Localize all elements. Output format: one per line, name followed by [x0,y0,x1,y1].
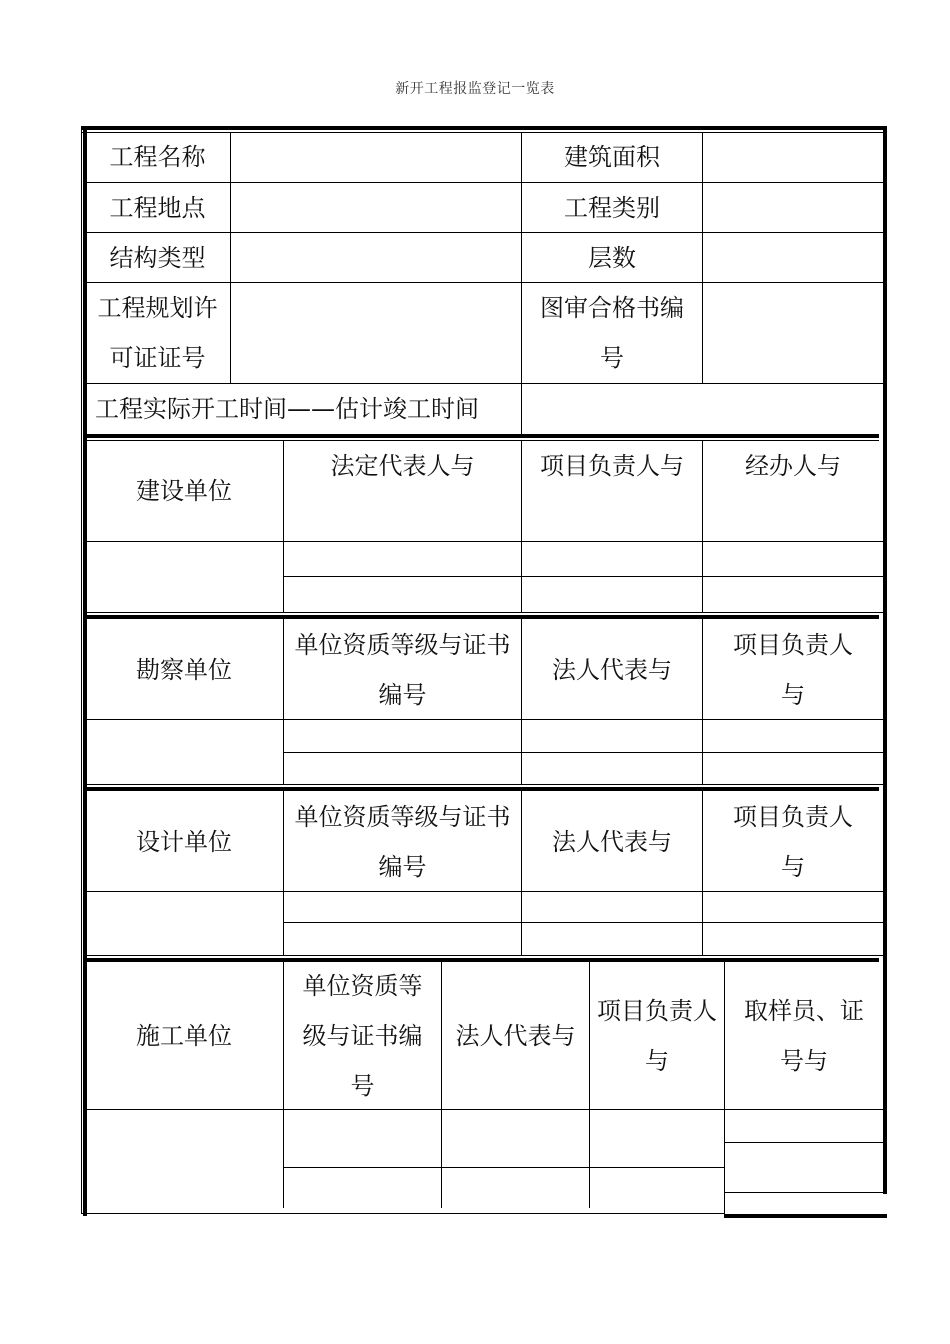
schedule-field[interactable] [522,384,883,434]
construction-project-leader-header: 项目负责人与 [540,452,684,480]
planning-permit-field[interactable] [231,283,521,383]
structure-type-field[interactable] [231,233,521,282]
schedule-label: 工程实际开工时间——估计竣工时间 [95,395,479,423]
construction-legal-rep-header: 法定代表人与 [330,452,475,480]
construction-handler-header: 经办人与 [745,452,841,480]
design-project-leader-header: 项目负责人 与 [733,802,853,881]
drawing-review-field[interactable] [703,283,883,383]
builder-unit-field[interactable] [85,1110,283,1213]
survey-unit-label: 勘察单位 [136,655,232,684]
section-divider-outer [85,612,885,613]
row-divider [284,752,884,753]
registration-table [81,126,887,1216]
survey-qualification-field[interactable] [284,720,521,752]
builder-sampler-header: 取样员、证 号与 [744,997,864,1075]
row-divider [284,922,884,923]
row-divider [284,576,884,577]
structure-type-label: 结构类型 [109,243,206,272]
construction-handler-field[interactable] [703,542,883,576]
builder-sampler-field[interactable] [725,1110,883,1142]
survey-legal-rep-field[interactable] [522,720,702,752]
document-title: 新开工程报监登记一览表 [395,81,555,97]
section-divider [85,958,879,962]
row-divider [284,1167,725,1168]
design-qualification-header: 单位资质等级与证书 编号 [294,802,511,881]
project-location-field[interactable] [231,183,521,232]
builder-project-leader-header: 项目负责人 与 [597,997,717,1075]
building-area-field[interactable] [703,132,883,182]
builder-legal-rep-field[interactable] [442,1110,589,1167]
construction-unit-label: 建设单位 [136,477,232,505]
planning-permit-label: 工程规划许 可证证号 [97,294,218,372]
design-legal-rep-header: 法人代表与 [552,827,672,856]
construction-unit-field[interactable] [85,542,283,612]
section-divider [85,615,879,619]
design-legal-rep-field[interactable] [522,892,702,922]
row-divider [725,1142,883,1143]
construction-project-leader-field[interactable] [522,542,702,576]
survey-project-leader-header: 项目负责人 与 [733,630,853,709]
project-category-field[interactable] [703,183,883,232]
design-unit-label: 设计单位 [136,827,232,856]
design-qualification-field[interactable] [284,892,521,922]
table-bottom-border [81,1213,724,1214]
project-location-label: 工程地点 [109,193,206,222]
survey-legal-rep-header: 法人代表与 [552,655,672,684]
table-right-border [883,126,887,1194]
project-category-label: 工程类别 [564,193,660,222]
builder-project-leader-field[interactable] [590,1110,724,1167]
table-bottom-right-border [724,1214,887,1218]
row-divider [725,1192,883,1193]
section-divider [85,787,879,791]
building-area-label: 建筑面积 [564,143,660,171]
design-project-leader-field[interactable] [703,892,883,922]
design-unit-field[interactable] [85,892,283,956]
project-name-label: 工程名称 [109,143,206,171]
section-divider-outer [85,784,885,785]
survey-unit-field[interactable] [85,720,283,784]
builder-legal-rep-header: 法人代表与 [455,1022,576,1050]
construction-legal-rep-field[interactable] [284,542,521,576]
builder-unit-label: 施工单位 [136,1022,232,1050]
floors-label: 层数 [588,243,636,272]
drawing-review-label: 图审合格书编 号 [540,294,684,372]
survey-qualification-header: 单位资质等级与证书 编号 [294,630,511,709]
section-divider-outer [85,955,885,956]
builder-qualification-header: 单位资质等 级与证书编 号 [302,972,423,1100]
section-divider [85,434,879,438]
project-name-field[interactable] [231,132,521,182]
floors-field[interactable] [703,233,883,282]
survey-project-leader-field[interactable] [703,720,883,752]
table-top-border [81,126,887,130]
builder-qualification-field[interactable] [284,1110,441,1167]
table-left-outer-border [81,126,82,1214]
